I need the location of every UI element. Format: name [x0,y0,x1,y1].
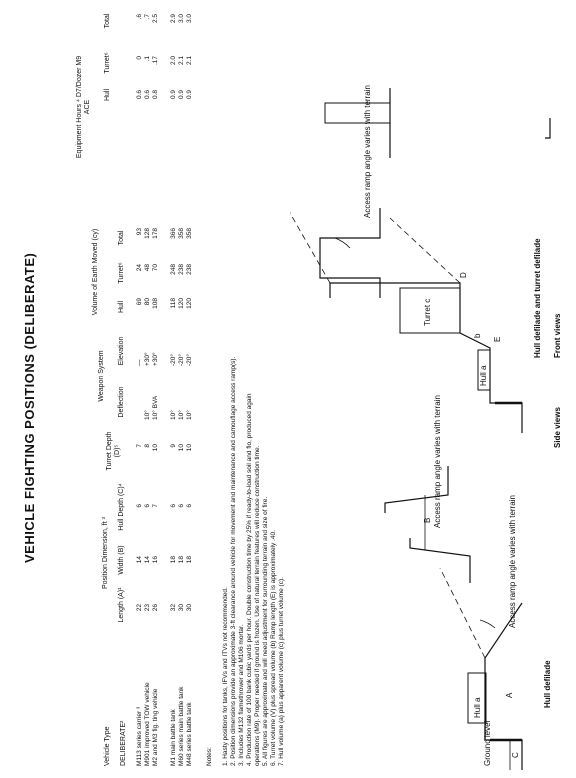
deflection-value: 10° [170,410,177,420]
hull-a2-label: Hull a [479,365,488,386]
note-item: 6. Turret volume (V) plus spread volume (b) Ramp length (E) is approximately .40. [270,530,277,766]
equip-total-header: Total [104,13,111,29]
equip-total-value: 3.0 [186,14,193,24]
equip-hull-value: 0.9 [186,90,193,100]
equip-turret-value: .17 [152,56,159,66]
turret-c-label: Turret c [423,298,432,326]
hull-defilade-label: Hull defilade [543,660,552,708]
access-ramp-label-2: Access ramp angle varies with terrain [433,395,442,528]
length-value: 32 [170,604,177,612]
b-label: b [473,333,482,338]
equip-turret-value: 2.1 [186,56,193,66]
volume-hull-value: 108 [152,298,159,309]
length-value: 30 [178,604,185,612]
dimension-b-label: B [423,517,432,523]
volume-total-value: 128 [144,228,151,239]
vehicle-name: M2 and M3 fig. ting vehicle [152,688,159,766]
volume-total-value: 93 [136,228,143,236]
elevation-value: -20° [186,354,193,366]
hull-depth-value: 6 [136,504,143,508]
volume-turret-value: 238 [178,264,185,275]
width-value: 18 [178,556,185,564]
equip-total-value: .7 [144,14,151,20]
width-value: 18 [186,556,193,564]
turret-depth-value: 9 [170,444,177,448]
equip-turret-value: 0 [136,56,143,60]
volume-hull-header: Hull [118,300,125,314]
equip-turret-value: 2.1 [178,56,185,66]
equip-total-value: .6 [136,14,143,20]
hull-depth-value: 6 [144,504,151,508]
deflection-header: Deflection [118,386,125,418]
length-value: 30 [186,604,193,612]
hull-depth-value: 6 [170,504,177,508]
volume-hull-value: 120 [186,298,193,309]
elevation-header: Elevation [118,336,125,366]
turret-depth-header: Turret Depth (D)⁵ [106,431,121,471]
turret-defilade-front-view [320,88,550,298]
equip-total-value: 2.5 [152,14,159,24]
turret-depth-value: 8 [144,444,151,448]
hull-depth-value: 7 [152,504,159,508]
vehicle-type-header: Vehicle Type [104,726,111,766]
vehicle-name: M48 series battle tank [186,702,193,766]
volume-earth-group-header: Volume of Earth Moved (cy) [92,228,99,316]
elevation-value: -20° [170,354,177,366]
volume-turret-value: 24 [136,264,143,272]
fighting-position-diagrams [290,0,576,778]
width-value: 16 [152,556,159,564]
volume-total-value: 358 [186,228,193,239]
length-value: 23 [144,604,151,612]
volume-total-value: 358 [178,228,185,239]
notes-heading: Notes: [206,747,213,766]
equip-hull-value: 0.8 [152,90,159,100]
equip-hull-value: 0.6 [144,90,151,100]
weapon-system-group-header: Weapon System [98,350,105,402]
ground-level-label: Ground level [483,720,492,766]
volume-hull-value: 80 [144,298,151,306]
position-dimension-group-header: Position Dimension, ft ³ [102,517,109,589]
equip-hull-value: 0.6 [136,90,143,100]
elevation-value: -20° [178,354,185,366]
vehicle-name: M113 series carrier ³ [136,706,143,766]
equipment-hours-group-header: Equipment Hours ⁴ D7/Dozer M9 ACE [76,55,91,159]
vehicle-name: M901 improved TOW vehicle [144,682,151,766]
hull-depth-value: 6 [178,504,185,508]
document-title: VEHICLE FIGHTING POSITIONS (DELIBERATE) [22,252,37,563]
equip-total-value: 3.0 [178,14,185,24]
deflection-value: 10° [178,410,185,420]
dimension-c-label: C [511,752,520,758]
volume-turret-value: 70 [152,264,159,272]
length-value: 22 [136,604,143,612]
note-item: 3. Includes M132 flamethrower and M106 mortar. [238,624,245,766]
elevation-value: — [136,359,143,366]
width-value: 18 [170,556,177,564]
side-views-label: Side views [553,407,562,448]
equip-total-value: 2.9 [170,14,177,24]
volume-hull-value: 69 [136,298,143,306]
length-value: 26 [152,604,159,612]
front-views-label: Front views [553,313,562,358]
turret-depth-value: 10 [152,444,159,452]
length-header: Length (A)¹ [118,587,125,623]
elevation-value: +30° [152,352,159,366]
elevation-value: +30° [144,352,151,366]
access-ramp-label-1: Access ramp angle varies with terrain [508,495,517,628]
volume-turret-value: 248 [170,264,177,275]
volume-turret-value: 48 [144,264,151,272]
equip-turret-value: .1 [144,56,151,62]
note-item: operations (M9). Proper needed if ground is frozen. Use of natural terrain features will reduce construction time. [254,445,261,766]
hull-defilade-front-view [385,466,470,583]
equip-turret-header: Turret⁶ [104,52,111,74]
note-item: 1. Hasty positions for tanks, IFVs and ITVs not recommended. [222,587,229,766]
note-item: 2. Position dimensions provide an approximate 3-ft clearance around vehicle for movement and maintenance and camouflage access ramp(s). [230,356,237,766]
vehicle-name: M60 series main battle tank [178,686,185,766]
note-item: 5. All figures are approximate and will need adjustment for surrounding terrain and size of fire. [262,496,269,766]
volume-total-header: Total [118,230,125,246]
equip-hull-value: 0.9 [178,90,185,100]
turret-depth-value: 10 [186,444,193,452]
width-value: 14 [136,556,143,564]
volume-total-value: 178 [152,228,159,239]
access-ramp-label-3: Access ramp angle varies with terrain [363,85,372,218]
dimension-e-label: E [493,336,502,342]
equip-hull-header: Hull [104,88,111,102]
hull-depth-header: Hull Depth (C)⁴ [118,483,125,531]
note-item: 7. Hull volume (a) plus apparent volume (c) plus turret volume (c). [278,577,285,766]
dimension-a-label: A [505,692,514,698]
volume-turret-header: Turret⁶ [118,262,125,284]
volume-total-value: 366 [170,228,177,239]
turret-defilade-side-view [290,178,522,433]
deliberate-header: DELIBERATE² [120,720,127,766]
dimension-d-label: D [459,272,468,278]
turret-depth-value: 7 [136,444,143,448]
hull-depth-value: 6 [186,504,193,508]
turret-depth-value: 10 [178,444,185,452]
note-item: 4. Production rate of 100 bank cubic yards per hour. Double construction time by 25% if ready-to-load soil and flo, produced again [246,393,253,766]
volume-turret-value: 238 [186,264,193,275]
vehicle-name: M1 main battle tank [170,709,177,766]
volume-hull-value: 120 [178,298,185,309]
deflection-value: 10° [186,410,193,420]
width-header: Width (B) [118,545,125,575]
hull-a-label: Hull a [473,697,482,718]
hull-turret-defilade-label: Hull defilade and turret defilade [533,238,542,358]
equip-hull-value: 0.9 [170,90,177,100]
equip-turret-value: 2.0 [170,56,177,66]
deflection-value: 10° BVA [152,395,159,420]
width-value: 14 [144,556,151,564]
volume-hull-value: 118 [170,298,177,309]
deflection-value: 10° [144,410,151,420]
